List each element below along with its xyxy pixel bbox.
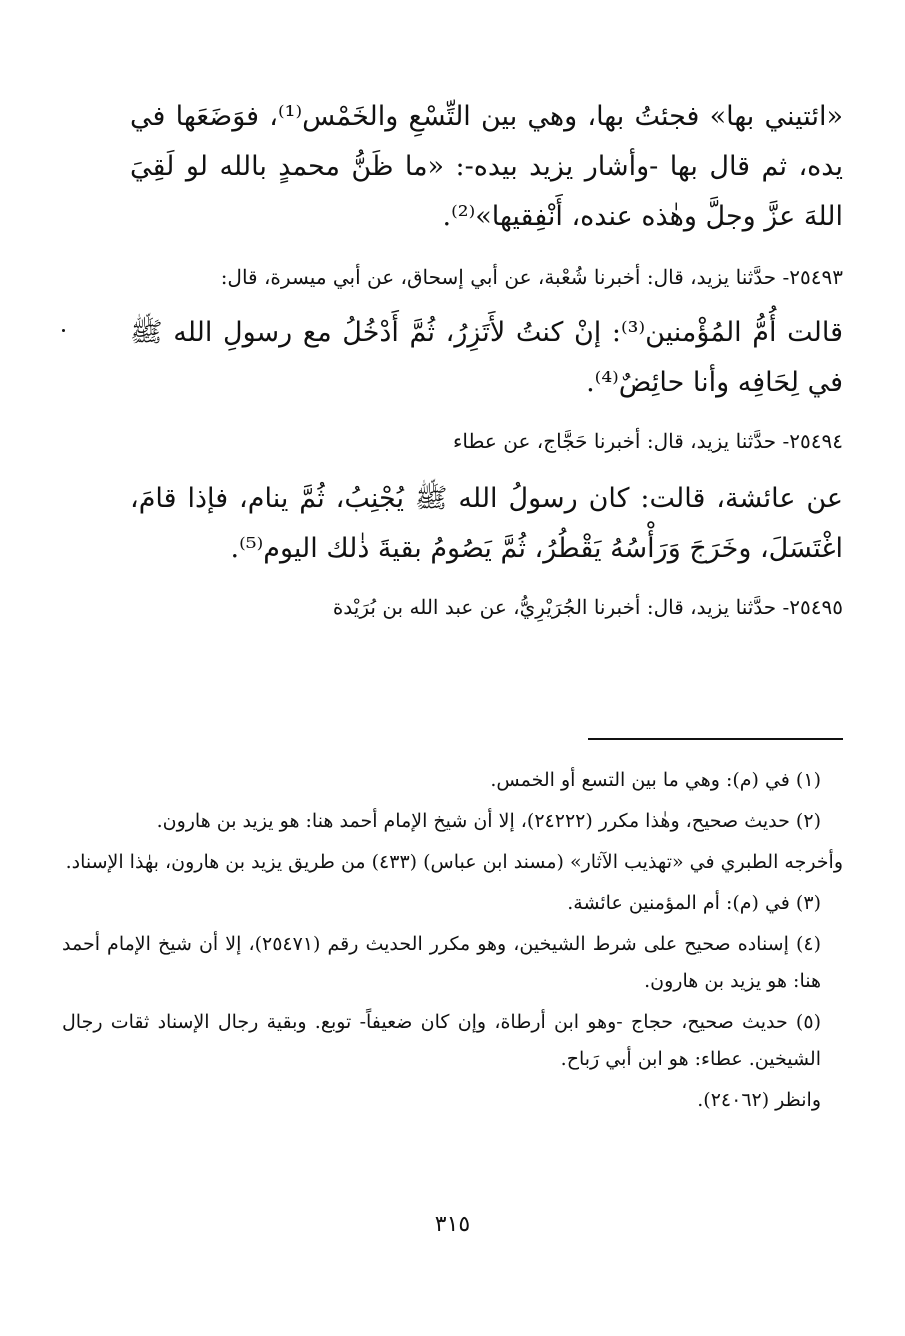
hadith-chain: ٢٥٤٩٣- حدَّثنا يزيد، قال: أخبرنا شُعْبة، عن أبي إسحاق، عن أبي ميسرة، قال: xyxy=(220,265,843,289)
footnote: (٥) حديث صحيح، حجاج -وهو ابن أرطاة، وإن كان ضعيفاً- توبع. وبقية رجال الإسناد ثقات رجال الشيخين. عطاء: هو ابن أبي رَباح. xyxy=(62,1011,821,1070)
footnote-divider xyxy=(588,738,843,740)
main-text xyxy=(130,92,843,626)
footnotes xyxy=(62,762,843,1123)
hadith-chain: ٢٥٤٩٥- حدَّثنا يزيد، قال: أخبرنا الجُرَيْرِيُّ، عن عبد الله بن بُرَيْدة xyxy=(332,595,843,619)
hadith-text: قالت أُمُّ المُؤْمنين⁽³⁾: إنْ كنتُ لأَتَزِرُ، ثُمَّ أَدْخُلُ مع رسولِ الله ﷺ في لِحَافِه وأنا حائِضٌ⁽⁴⁾. xyxy=(130,317,843,398)
footnote: (١) في (م): وهي ما بين التسع أو الخمس. xyxy=(490,769,821,791)
footnote: وانظر (٢٤٠٦٢). xyxy=(697,1089,821,1111)
footnote: (٢) حديث صحيح، وهٰذا مكرر (٢٤٢٢٢)، إلا أن شيخ الإمام أحمد هنا: هو يزيد بن هارون. xyxy=(156,810,821,832)
footnote: وأخرجه الطبري في «تهذيب الآثار» (مسند ابن عباس) (٤٣٣) من طريق يزيد بن هارون، بهٰذا الإسناد. xyxy=(65,851,843,873)
footnote: (٣) في (م): أم المؤمنين عائشة. xyxy=(567,892,821,914)
footnote: (٤) إسناده صحيح على شرط الشيخين، وهو مكرر الحديث رقم (٢٥٤٧١)، إلا أن شيخ الإمام أحمد هنا: هو يزيد بن هارون. xyxy=(62,933,822,992)
hadith-text: «ائتيني بها» فجئتُ بها، وهي بين التِّسْعِ والخَمْس⁽¹⁾، فوَضَعَها في يده، ثم قال بها -وأشار يزيد بيده-: «ما ظَنُّ محمدٍ بالله لو لَقِيَ اللهَ عزَّ وجلَّ وهٰذه عنده، أَنْفِقيها»⁽²⁾. xyxy=(130,101,843,232)
stray-mark xyxy=(62,329,65,332)
page-number: ٣١٥ xyxy=(434,1212,471,1237)
hadith-text: عن عائشة، قالت: كان رسولُ الله ﷺ يُجْنِبُ، ثُمَّ ينام، فإذا قامَ، اغْتَسَلَ، وخَرَجَ وَرَأْسُهُ يَقْطُرُ، ثُمَّ يَصُومُ بقيةَ ذٰلك اليوم⁽⁵⁾. xyxy=(130,483,843,564)
hadith-chain: ٢٥٤٩٤- حدَّثنا يزيد، قال: أخبرنا حَجَّاج، عن عطاء xyxy=(453,429,843,453)
